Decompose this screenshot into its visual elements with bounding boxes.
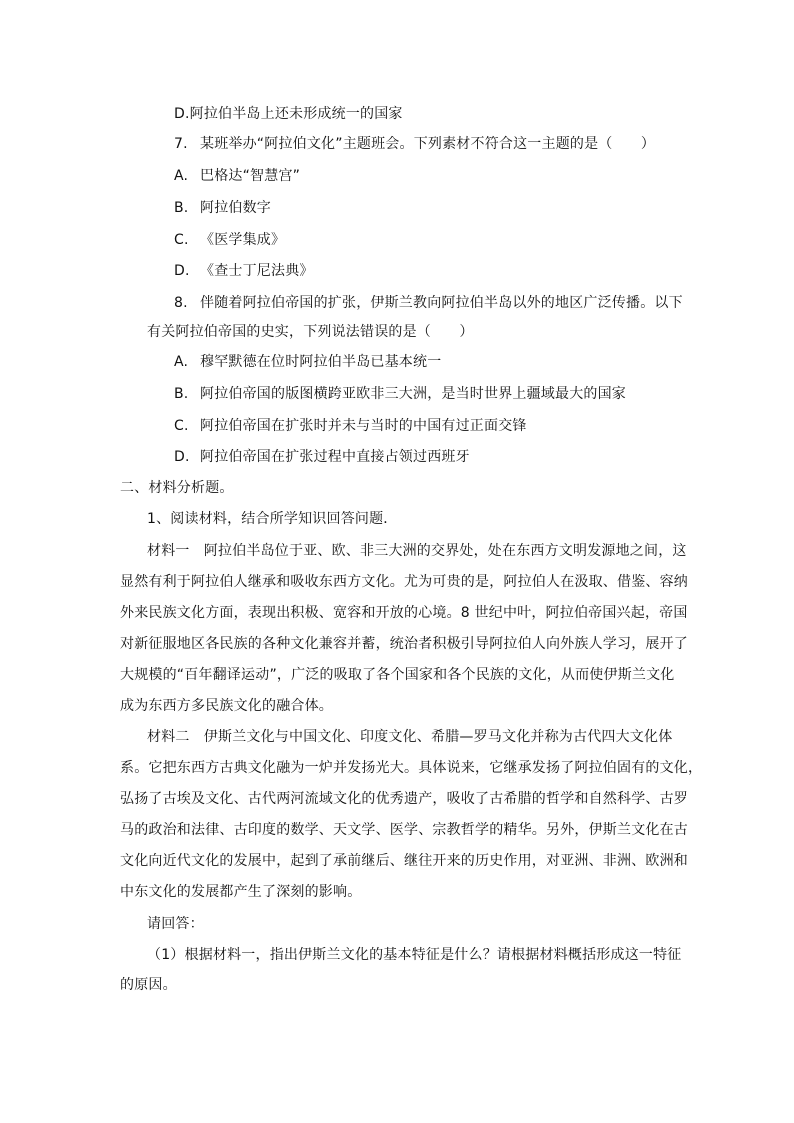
material2-line: 马的政治和法律、古印度的数学、天文学、医学、宗教哲学的精华。另外，伊斯兰文化在古 [120, 822, 688, 838]
option-text: 穆罕默德在位时阿拉伯半岛已基本统一 [200, 354, 442, 370]
option-letter: B. [174, 386, 189, 402]
material2-line: 中东文化的发展都产生了深刻的影响。 [120, 884, 362, 900]
option-letter: D. [174, 263, 190, 279]
q8-stem-line1 [174, 293, 683, 313]
q6-option-d: D.阿拉伯半岛上还未形成统一的国家 [174, 106, 403, 122]
option-letter: D. [174, 449, 190, 465]
material2-line: 弘扬了古埃及文化、古代两河流域文化的优秀遗产，吸收了古希腊的哲学和自然科学、古罗 [120, 791, 688, 807]
q7-option-a [174, 166, 300, 186]
q8-number: 8. [174, 295, 188, 311]
material2-line: 材料二 伊斯兰文化与中国文化、印度文化、希腊—罗马文化并称为古代四大文化体 [147, 729, 673, 745]
material1-line: 大规模的“百年翻译运动”，广泛的吸取了各个国家和各个民族的文化，从而使伊斯兰文化 [120, 667, 675, 683]
option-text: 《医学集成》 [200, 232, 286, 248]
option-letter: A. [174, 354, 189, 370]
q8-stem-line2: 有关阿拉伯帝国的史实，下列说法错误的是（ ） [147, 324, 474, 340]
option-letter: B. [174, 200, 189, 216]
q8-option-d [174, 447, 470, 467]
material1-line: 对新征服地区各民族的各种文化兼容并蓄，统治者积极引导阿拉伯人向外族人学习，展开了 [120, 636, 688, 652]
option-text: 阿拉伯帝国的版图横跨亚欧非三大洲，是当时世界上疆域最大的国家 [200, 386, 626, 402]
option-letter: C. [174, 232, 189, 248]
q7-stem-text: 某班举办“阿拉伯文化”主题班会。下列素材不符合这一主题的是（ ） [200, 136, 656, 152]
q8-option-a [174, 352, 441, 372]
subquestion-1-line1: （1）根据材料一，指出伊斯兰文化的基本特征是什么？请根据材料概括形成这一特征 [147, 947, 682, 963]
question-intro: 1、阅读材料，结合所学知识回答问题． [147, 511, 398, 527]
option-text: 阿拉伯帝国在扩张过程中直接占领过西班牙 [200, 449, 470, 465]
option-letter: A. [174, 168, 189, 184]
option-letter: C. [174, 418, 189, 434]
q7-number: 7. [174, 136, 188, 152]
q8-option-c [174, 416, 527, 436]
option-text: 《查士丁尼法典》 [200, 263, 314, 279]
material1-line: 外来民族文化方面，表现出积极、宽容和开放的心境。8 世纪中叶，阿拉伯帝国兴起，帝国 [120, 605, 688, 621]
option-text: 巴格达“智慧宫” [200, 168, 301, 184]
option-text: 阿拉伯帝国在扩张时并未与当时的中国有过正面交锋 [200, 418, 527, 434]
subquestion-1-line2: 的原因。 [120, 977, 177, 993]
material2-line: 系。它把东西方古典文化融为一炉并发扬光大。具体说来，它继承发扬了阿拉伯固有的文化， [120, 760, 703, 776]
answer-prompt: 请回答： [147, 916, 204, 932]
material2-line: 文化向近代文化的发展中，起到了承前继后、继往开来的历史作用，对亚洲、非洲、欧洲和 [120, 853, 688, 869]
q7-option-b [174, 198, 271, 218]
material1-line: 材料一 阿拉伯半岛位于亚、欧、非三大洲的交界处，处在东西方文明发源地之间，这 [147, 543, 687, 559]
section-heading: 二、材料分析题。 [120, 480, 234, 496]
q8-option-b [174, 384, 626, 404]
q7-stem [174, 134, 655, 154]
material1-line: 成为东西方多民族文化的融合体。 [120, 698, 333, 714]
q8-stem-text: 伴随着阿拉伯帝国的扩张，伊斯兰教向阿拉伯半岛以外的地区广泛传播。以下 [200, 295, 683, 311]
material1-line: 显然有利于阿拉伯人继承和吸收东西方文化。尤为可贵的是，阿拉伯人在汲取、借鉴、容纳 [120, 574, 688, 590]
q7-option-c [174, 230, 285, 250]
q7-option-d [174, 261, 314, 281]
option-text: 阿拉伯数字 [200, 200, 271, 216]
